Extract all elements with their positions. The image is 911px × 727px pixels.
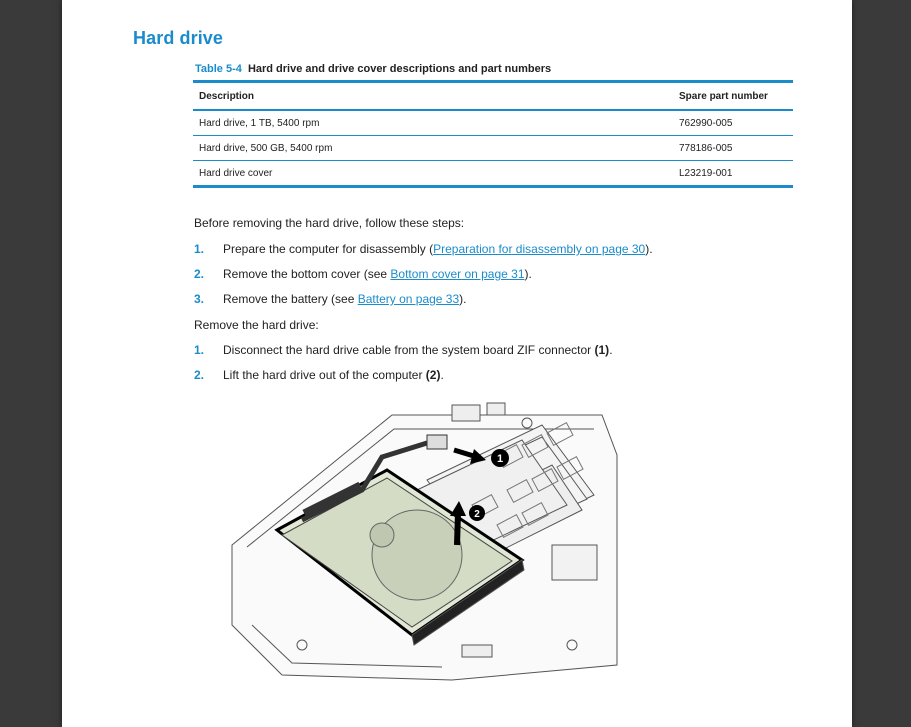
step-text: Lift the hard drive out of the computer: [223, 368, 426, 382]
table-row: [193, 161, 793, 187]
prep-step-1: [194, 242, 653, 256]
zif-connector: [427, 435, 447, 449]
viewer-background-left: [0, 0, 62, 727]
prep-step-2: [194, 267, 532, 281]
port-connector: [452, 405, 480, 421]
step-text-after: ).: [645, 242, 653, 256]
step-text: Remove the bottom cover (see: [223, 267, 391, 281]
table-row: [193, 136, 793, 161]
table-header-description: Description: [193, 82, 673, 111]
hard-drive-spindle: [370, 523, 394, 547]
step-number: 1.: [194, 242, 205, 256]
table-header-row: [193, 82, 793, 111]
viewer-background-right: [852, 0, 911, 727]
table-caption-text: Hard drive and drive cover descriptions and part numbers: [247, 63, 552, 75]
xref-link-battery[interactable]: Battery on page 33: [357, 292, 460, 306]
step-text: Prepare the computer for disassembly (: [223, 242, 434, 256]
intro-text: Before removing the hard drive, follow these steps:: [194, 216, 465, 230]
section-title: Hard drive: [133, 28, 224, 48]
table-header-part-number: Spare part number: [673, 82, 793, 111]
step-number: 2.: [194, 368, 205, 382]
step-number: 3.: [194, 292, 205, 306]
remove-heading: Remove the hard drive:: [194, 318, 319, 332]
table-cell-part-number: 778186-005: [673, 136, 793, 161]
step-text-after: ).: [459, 292, 467, 306]
step-text-after: .: [440, 368, 444, 382]
table-caption: [195, 63, 551, 75]
step-text-after: .: [609, 343, 613, 357]
table-cell-description: Hard drive, 1 TB, 5400 rpm: [193, 110, 673, 136]
parts-table: [193, 80, 793, 188]
hard-drive-illustration: [222, 395, 622, 685]
callout-ref: (1): [594, 343, 610, 357]
prep-step-3: [194, 292, 467, 306]
document-page: [62, 0, 852, 727]
callout-ref: (2): [425, 368, 441, 382]
table-cell-description: Hard drive cover: [193, 161, 673, 187]
port-connector: [487, 403, 505, 415]
table-cell-description: Hard drive, 500 GB, 5400 rpm: [193, 136, 673, 161]
callout-label-1: 1: [496, 453, 504, 465]
board-component: [552, 545, 597, 580]
step-text-after: ).: [524, 267, 532, 281]
step-number: 2.: [194, 267, 205, 281]
table-cell-part-number: 762990-005: [673, 110, 793, 136]
step-number: 1.: [194, 343, 205, 357]
table-row: [193, 110, 793, 136]
step-text: Remove the battery (see: [223, 292, 358, 306]
table-caption-number: Table 5-4: [195, 63, 242, 75]
remove-step-2: [194, 368, 444, 382]
table-cell-part-number: L23219-001: [673, 161, 793, 187]
bracket: [462, 645, 492, 657]
remove-step-1: [194, 343, 613, 357]
xref-link-preparation[interactable]: Preparation for disassembly on page 30: [433, 242, 646, 256]
callout-label-2: 2: [474, 509, 480, 520]
step-text: Disconnect the hard drive cable from the system board ZIF connector: [223, 343, 595, 357]
xref-link-bottom-cover[interactable]: Bottom cover on page 31: [390, 267, 525, 281]
